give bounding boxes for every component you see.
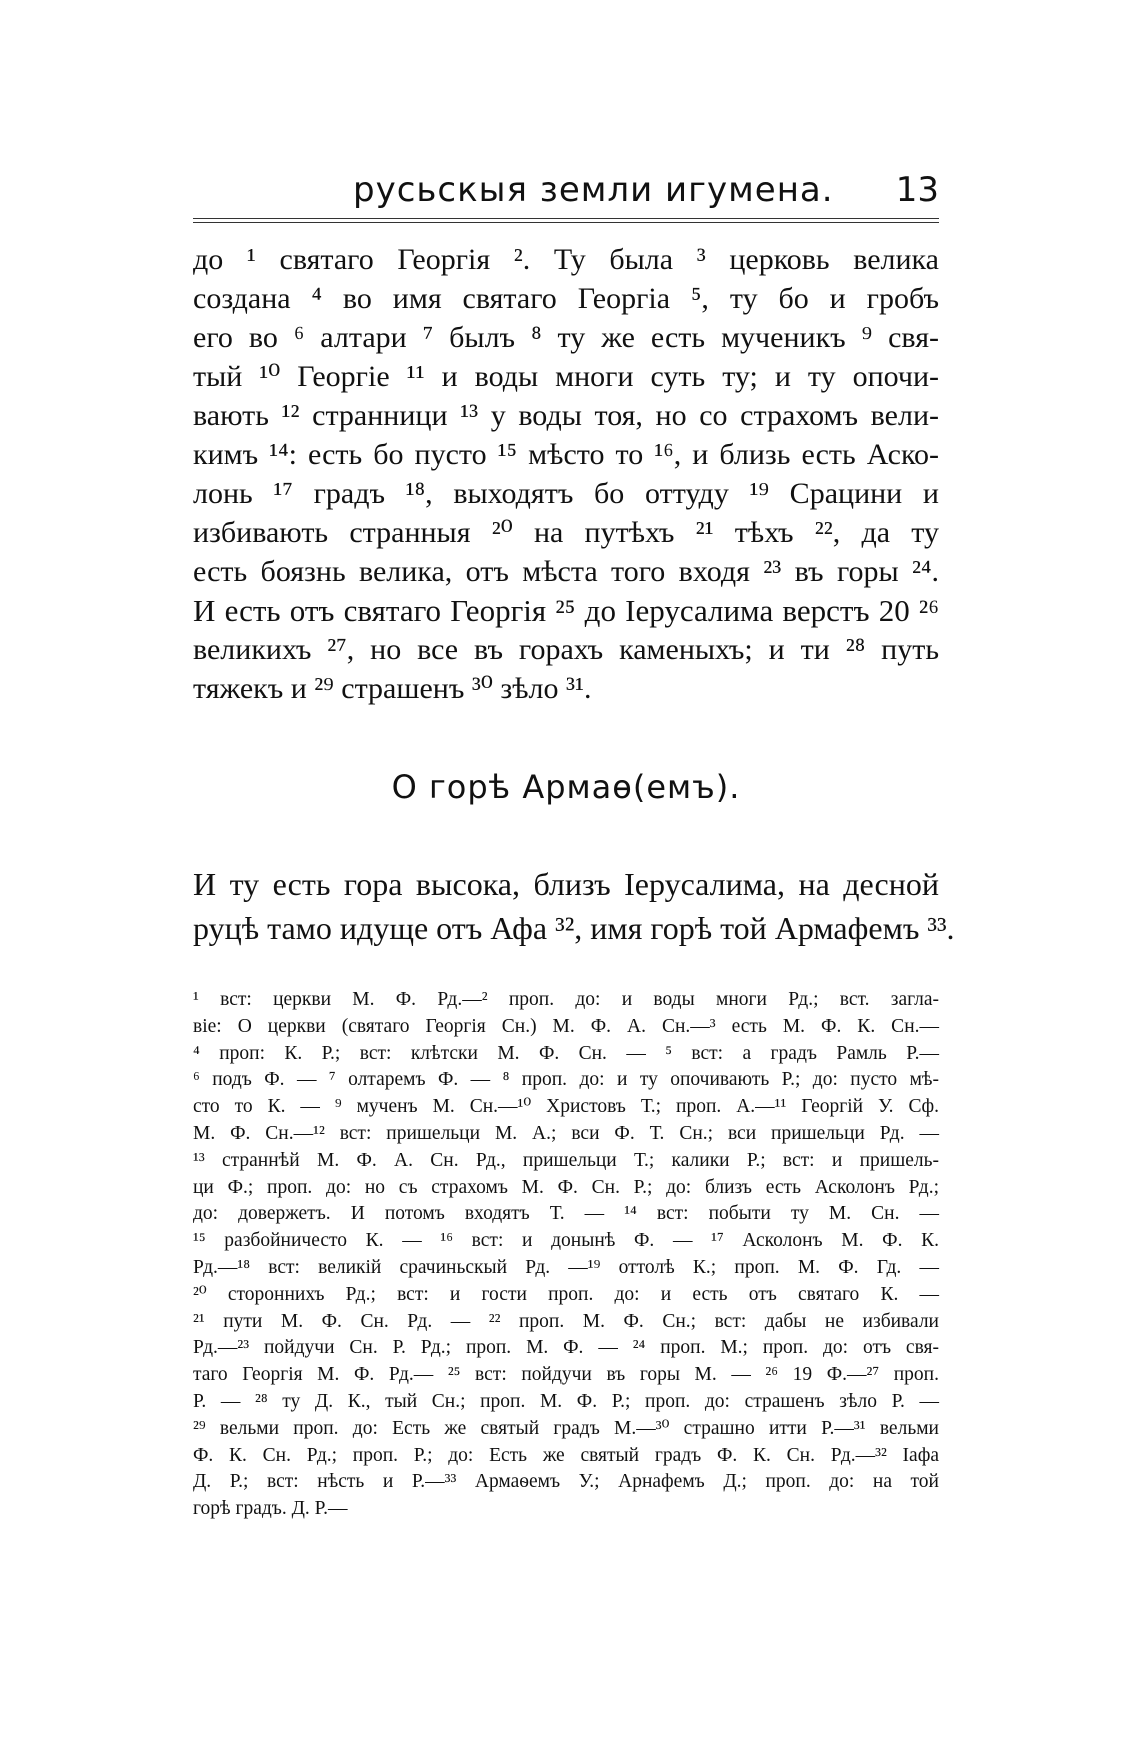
text-line: есть боязнь велика, отъ мѣста того входя ²³ въ горы ²⁴. xyxy=(193,555,939,588)
footnote-line: ⁴ проп: К. Р.; вст: клѣтски М. Ф. Сн. — ⁵ вст: а градъ Рамль Р.— xyxy=(193,1042,939,1064)
footnote-line: Р. — ²⁸ ту Д. К., тый Сн.; проп. М. Ф. Р.; проп. до: страшенъ зѣло Р. — xyxy=(193,1390,939,1412)
footnote-line: ¹⁵ разбойничесто К. — ¹⁶ вст: и донынѣ Ф. — ¹⁷ Асколонъ М. Ф. К. xyxy=(193,1230,939,1252)
footnote-line: до: довержетъ. И потомъ входятъ Т. — ¹⁴ вст: побыти ту М. Сн. — xyxy=(193,1203,939,1225)
text-line: руцѣ тамо идуще отъ Афа ³², имя горѣ той Армафемъ ³³. xyxy=(193,910,955,946)
footnote-line: сто то К. — ⁹ мученъ М. Сн.—¹⁰ Христовъ Т.; проп. А.—¹¹ Георгій У. Сф. xyxy=(193,1096,939,1118)
text-line: создана ⁴ во имя святаго Георгіа ⁵, ту бо и гробъ xyxy=(193,282,939,315)
running-title: русьскыя земли игумена. xyxy=(353,170,834,210)
footnote-line: Рд.—²³ пойдучи Сн. Р. Рд.; проп. М. Ф. — ²⁴ проп. М.; проп. до: отъ свя- xyxy=(193,1337,939,1359)
footnote-line: ⁶ подъ Ф. — ⁷ олтаремъ Ф. — ⁸ проп. до: и ту опочивають Р.; до: пусто мѣ- xyxy=(193,1069,939,1091)
text-line: лонь ¹⁷ градъ ¹⁸, выходятъ бо оттуду ¹⁹ Срацини и xyxy=(193,477,939,510)
footnote-line: ¹³ страннѣй М. Ф. А. Сн. Рд., пришельци Т.; калики Р.; вст: и пришель- xyxy=(193,1149,939,1171)
main-text xyxy=(193,240,939,708)
section-text xyxy=(193,862,955,950)
footnote-line: ¹ вст: церкви М. Ф. Рд.—² проп. до: и воды многи Рд.; вст. загла- xyxy=(193,989,939,1010)
footnote-line: Д. Р.; вст: нѣсть и Р.—³³ Армаѳемъ У.; Арнафемъ Д.; проп. до: на той xyxy=(193,1471,939,1493)
footnote-line: Ф. К. Сн. Рд.; проп. Р.; до: Есть же святый градъ Ф. К. Сн. Рд.—³² Іафа xyxy=(193,1444,939,1466)
text-line: И ту есть гора высока, близъ Іерусалима, на десной xyxy=(193,866,939,902)
page-header xyxy=(193,170,939,214)
text-line: его во ⁶ алтари ⁷ былъ ⁸ ту же есть мученикъ ⁹ свя- xyxy=(193,321,939,354)
footnote-line: Рд.—¹⁸ вст: великій срачиньскый Рд. —¹⁹ оттолѣ К.; проп. М. Ф. Гд. — xyxy=(193,1256,939,1278)
text-line: до ¹ святаго Георгія ². Ту была ³ церковь велика xyxy=(193,243,939,276)
footnote-line: М. Ф. Сн.—¹² вст: пришельци М. А.; вси Ф. Т. Сн.; вси пришельци Рд. — xyxy=(193,1122,939,1144)
text-line: великихъ ²⁷, но все въ горахъ каменыхъ; и ти ²⁸ путь xyxy=(193,633,939,666)
text-line: избивають странныя ²⁰ на путѣхъ ²¹ тѣхъ ²², да ту xyxy=(193,516,939,549)
text-line: кимъ ¹⁴: есть бо пусто ¹⁵ мѣсто то ¹⁶, и близь есть Аско- xyxy=(193,438,939,471)
text-line: тый ¹⁰ Георгіе ¹¹ и воды многи суть ту; и ту опочи- xyxy=(193,360,939,393)
page-number: 13 xyxy=(895,170,939,210)
header-rule xyxy=(193,218,939,219)
header-rule-second xyxy=(193,222,939,223)
footnote-line: віе: О церкви (святаго Георгія Сн.) М. Ф. А. Сн.—³ есть М. Ф. К. Сн.— xyxy=(193,1015,939,1037)
section-title: О горѣ Армаѳ(емъ). xyxy=(391,768,741,806)
footnote-line: ци Ф.; проп. до: но съ страхомъ М. Ф. Сн. Р.; до: близъ есть Асколонъ Рд.; xyxy=(193,1176,939,1198)
text-line: вають ¹² странници ¹³ у воды тоя, но со страхомъ вели- xyxy=(193,399,939,432)
footnote-line: ²⁰ стороннихъ Рд.; вст: и гости проп. до: и есть отъ святаго К. — xyxy=(193,1283,939,1305)
footnote-line: таго Георгія М. Ф. Рд.— ²⁵ вст: пойдучи въ горы М. — ²⁶ 19 Ф.—²⁷ проп. xyxy=(193,1364,939,1386)
footnote-line: ²¹ пути М. Ф. Сн. Рд. — ²² проп. М. Ф. Сн.; вст: дабы не избивали xyxy=(193,1310,939,1332)
text-line: тяжекъ и ²⁹ страшенъ ³⁰ зѣло ³¹. xyxy=(193,672,592,705)
footnote-line: горѣ градъ. Д. Р.— xyxy=(193,1498,348,1520)
footnote-line: ²⁹ вельми проп. до: Есть же святый градъ М.—³⁰ страшно итти Р.—³¹ вельми xyxy=(193,1417,939,1439)
footnotes xyxy=(193,987,939,1523)
text-line: И есть отъ святаго Георгія ²⁵ до Іерусалима верстъ 20 ²⁶ xyxy=(193,593,939,628)
